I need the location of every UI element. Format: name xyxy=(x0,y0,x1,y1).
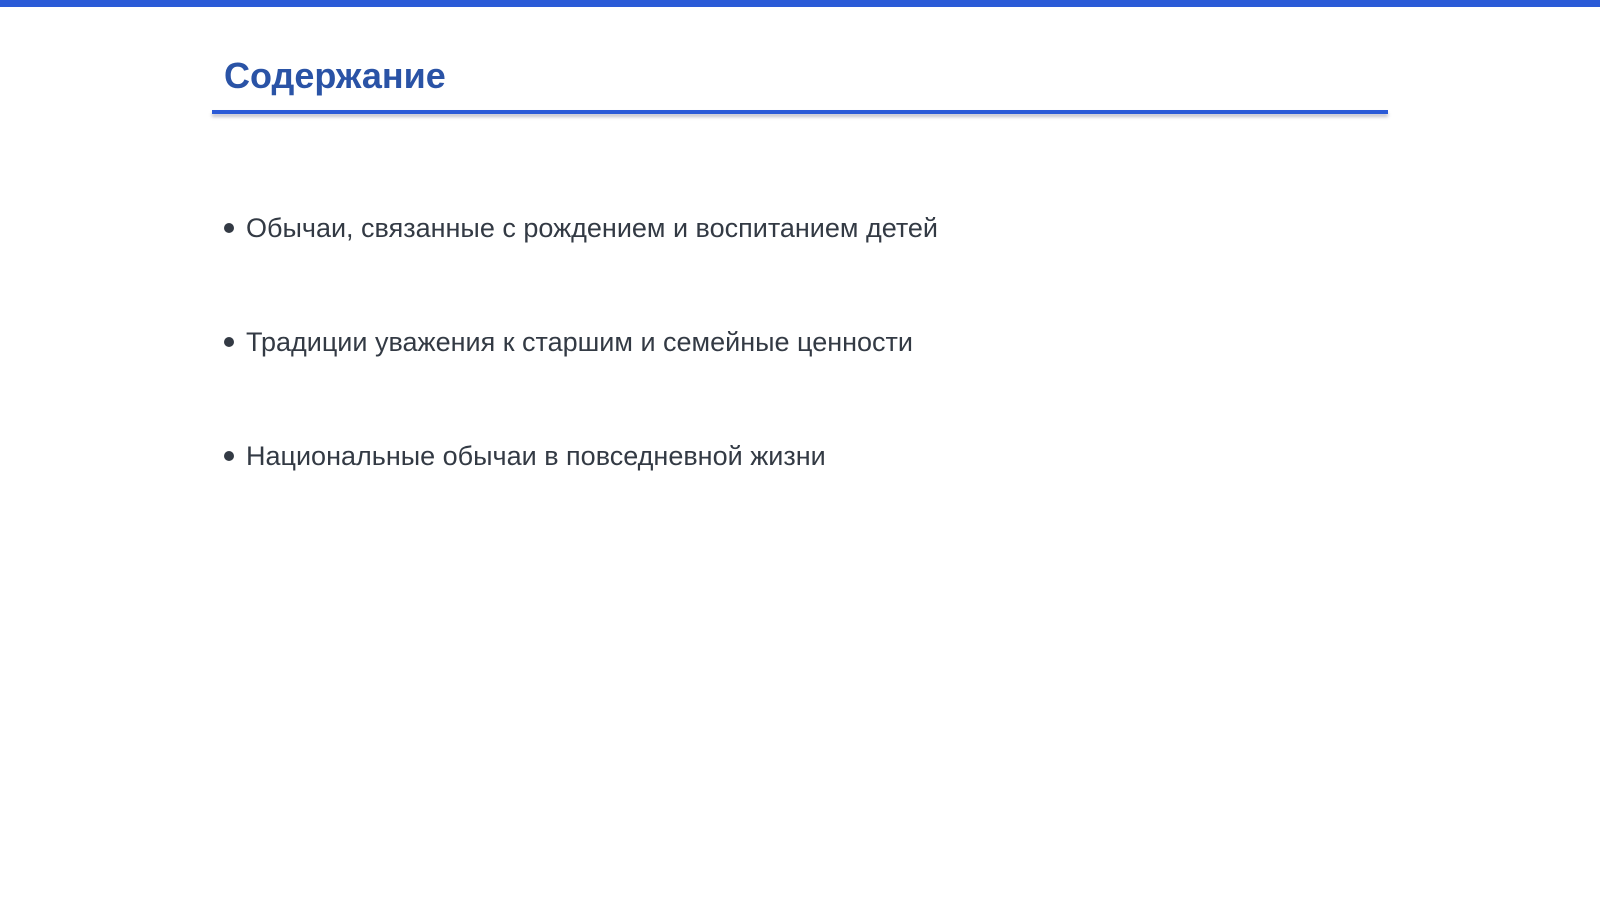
list-item xyxy=(224,322,913,362)
title-underline xyxy=(212,110,1388,114)
bullet-icon xyxy=(224,223,234,233)
top-accent-bar xyxy=(0,0,1600,7)
slide-title: Содержание xyxy=(224,55,446,96)
list-item-text: Традиции уважения к старшим и семейные ценности xyxy=(246,327,913,357)
bullet-icon xyxy=(224,337,234,347)
bullet-icon xyxy=(224,451,234,461)
list-item xyxy=(224,208,938,248)
list-item-text: Обычаи, связанные с рождением и воспитанием детей xyxy=(246,213,939,243)
list-item xyxy=(224,436,826,476)
list-item-text: Национальные обычаи в повседневной жизни xyxy=(246,441,826,471)
